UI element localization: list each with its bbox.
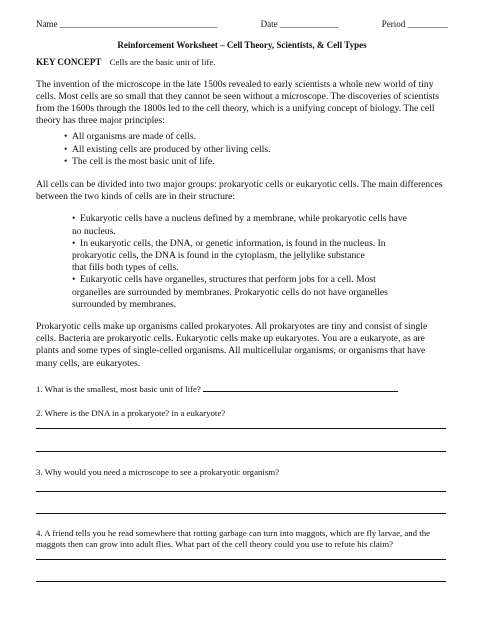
name-field[interactable]: Name ___________________________________ — [36, 19, 218, 29]
intro-paragraph: The invention of the microscope in the late 1500s revealed to early scientists a whole new world of tiny cells. Most cells are so small that they cannot be seen without a microscope. The discoveries of scientists from the 1600s through the 1800s led to the cell theory, which is a unifying concept of biology. The cell theory has three major principles: — [36, 78, 439, 127]
header-line — [36, 18, 448, 30]
difference-item — [72, 213, 448, 237]
question-4 — [36, 528, 448, 582]
principle-item — [36, 131, 448, 143]
principles-list — [36, 131, 448, 168]
difference-line: Eukaryotic cells have organelles, structures that perform jobs for a cell. Most — [80, 274, 376, 286]
difference-line: In eukaryotic cells, the DNA, or genetic information, is found in the nucleus. In — [80, 237, 386, 249]
question-2 — [36, 408, 448, 452]
bullet-icon: • — [72, 213, 76, 225]
bullet-icon: • — [72, 237, 76, 249]
question-text: 3. Why would you need a microscope to see a prokaryotic organism? — [36, 466, 279, 477]
difference-line: surrounded by membranes. — [72, 298, 177, 310]
answer-line[interactable] — [203, 383, 398, 392]
difference-line: that fills both types of cells. — [72, 262, 179, 274]
key-concept-label: KEY CONCEPT — [36, 57, 102, 68]
difference-line: Eukaryotic cells have a nucleus defined by a membrane, while prokaryotic cells have — [80, 213, 407, 225]
answer-line[interactable] — [36, 491, 446, 492]
key-concept — [36, 56, 448, 68]
principle-text: The cell is the most basic unit of life. — [72, 155, 215, 167]
difference-item — [72, 238, 448, 275]
date-field[interactable]: Date _____________ — [260, 19, 339, 29]
answer-line[interactable] — [36, 451, 446, 452]
differences-list — [36, 213, 448, 311]
question-text: 1. What is the smallest, most basic unit of life? — [36, 383, 201, 394]
question-3 — [36, 467, 448, 514]
principle-text: All organisms are made of cells. — [72, 131, 196, 143]
bullet-icon: • — [64, 155, 68, 167]
question-1 — [36, 383, 448, 395]
difference-item — [72, 274, 448, 311]
bullet-icon: • — [64, 143, 68, 155]
principle-item — [36, 144, 448, 156]
principle-item — [36, 156, 448, 168]
bullet-icon: • — [72, 274, 76, 286]
worksheet-title: Reinforcement Worksheet – Cell Theory, Scientists, & Cell Types — [117, 40, 367, 51]
answer-line[interactable] — [36, 428, 446, 429]
key-concept-text: Cells are the basic unit of life. — [109, 57, 216, 68]
difference-line: organelles are surrounded by membranes. Prokaryotic cells do not have organelles — [72, 286, 388, 298]
organisms-paragraph: Prokaryotic cells make up organisms called prokaryotes. All prokaryotes are tiny and consist of single cells. Bacteria are prokaryotic cells. Eukaryotic cells make up eukaryotes. You are a eukaryote, as are plants and some types of single-celled organisms. All multicellular organisms, or organisms that have many cells, are eukaryotes. — [36, 321, 428, 369]
difference-line: prokaryotic cells, the DNA is found in the cytoplasm, the jellylike substance — [72, 250, 365, 262]
difference-line: no nucleus. — [72, 225, 116, 237]
answer-line[interactable] — [36, 581, 446, 582]
answer-line[interactable] — [36, 559, 446, 560]
principle-text: All existing cells are produced by other living cells. — [72, 143, 271, 155]
groups-paragraph: All cells can be divided into two major groups: prokaryotic cells or eukaryotic cells. The main differences between the two kinds of cells are in their structure: — [36, 179, 443, 203]
period-field[interactable]: Period _________ — [381, 19, 448, 29]
bullet-icon: • — [64, 131, 68, 143]
question-text: 2. Where is the DNA in a prokaryote? in a eukaryote? — [36, 407, 226, 418]
answer-line[interactable] — [36, 513, 446, 514]
question-text: 4. A friend tells you he read somewhere that rotting garbage can turn into maggots, which are fly larvae, and the maggots then can grow into adult flies. What part of the cell theory could you use to refute his claim? — [36, 527, 431, 549]
